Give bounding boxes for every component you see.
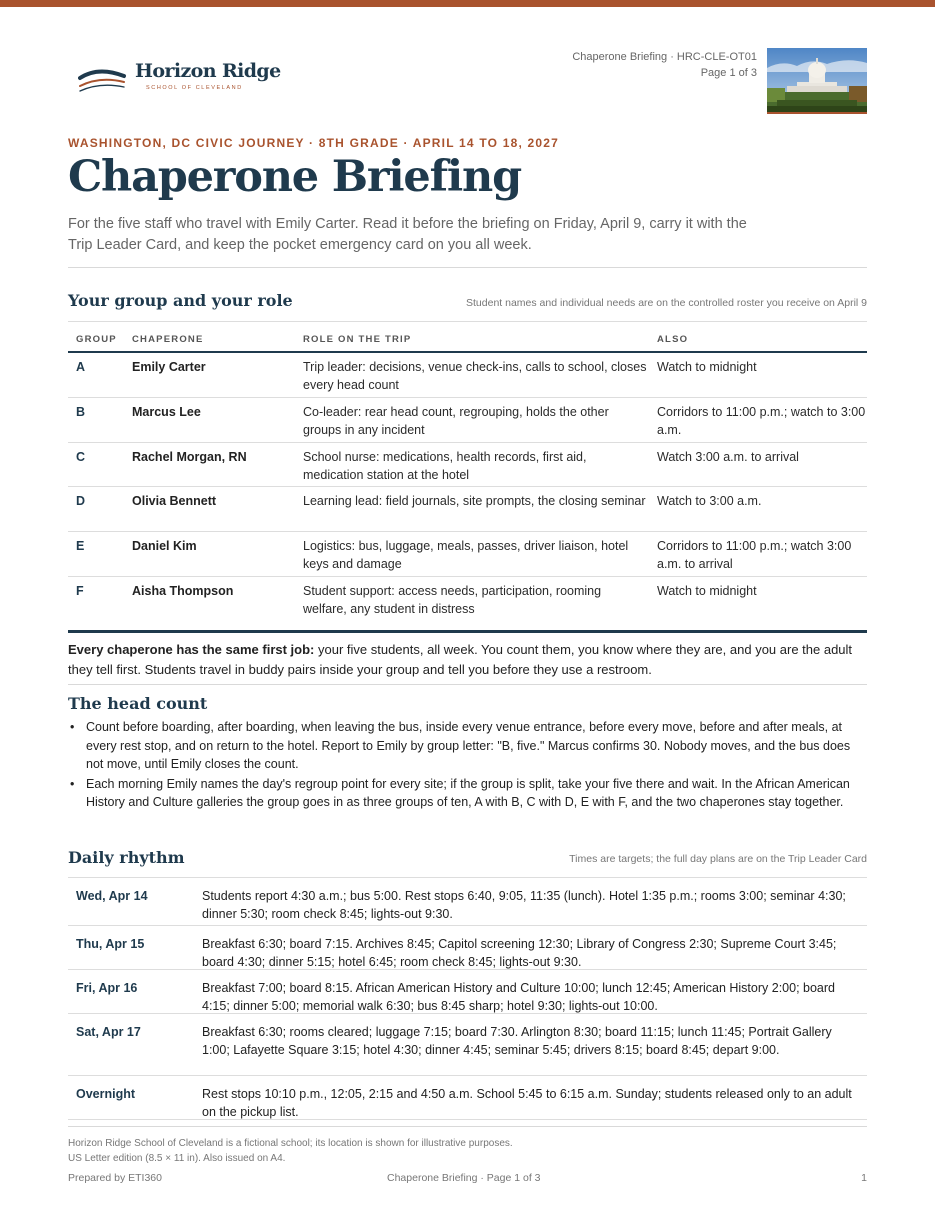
group-letter: C — [76, 449, 86, 464]
page-ref: Page 1 of 3 — [700, 67, 757, 79]
group-letter: F — [76, 583, 84, 598]
day-label: Overnight — [76, 1087, 136, 1101]
bullet-icon: • — [70, 776, 75, 791]
column-header-role: ROLE ON THE TRIP — [303, 334, 412, 345]
list-item-text: Count before boarding, after boarding, when leaving the bus, inside every venue entrance, before every move, before and after meals, at every rest stop, and on return to the hotel. Report to Emily by group letter: "B, five." Marcus confirms 30. Nobody moves, and the bus does not move, until Emily closes the count. — [86, 720, 851, 771]
table-row — [68, 577, 867, 622]
role-description: Trip leader: decisions, venue check-ins, calls to school, closes every head count — [303, 360, 647, 392]
table-row — [68, 878, 867, 926]
chaperone-name: Daniel Kim — [132, 539, 197, 554]
rhythm-note: Times are targets; the full day plans are on the Trip Leader Card — [569, 853, 867, 865]
day-label: Fri, Apr 16 — [76, 981, 138, 995]
first-job-paragraph — [68, 640, 867, 679]
also-duty: Watch to midnight — [657, 583, 757, 598]
logo-name: Horizon Ridge — [135, 60, 281, 82]
also-duty: Watch to 3:00 a.m. — [657, 494, 762, 509]
divider — [68, 684, 867, 685]
day-schedule: Rest stops 10:10 p.m., 12:05, 2:15 and 4:50 a.m. School 5:45 to 6:15 a.m. Sunday; students released only to an adult on the pickup list. — [202, 1087, 852, 1119]
list-item — [68, 718, 867, 774]
logo-swoosh-icon — [78, 68, 128, 92]
chaperone-name: Emily Carter — [132, 360, 206, 374]
first-job-text: your five students, all week. You count them, you know where they are, and you are the adult they tell first. Students travel in buddy pairs inside your group and tell you before they use a restroom. — [68, 642, 853, 677]
role-description: School nurse: medications, health records, first aid, medication station at the hotel — [303, 449, 587, 482]
page-header — [68, 46, 867, 116]
also-duty: Watch 3:00 a.m. to arrival — [657, 449, 799, 464]
day-label: Wed, Apr 14 — [76, 889, 148, 903]
table-bottom-rule — [68, 630, 867, 633]
group-letter: E — [76, 539, 85, 554]
rhythm-title: Daily rhythm — [68, 848, 185, 867]
prepared-by: Prepared by ETI360 — [68, 1172, 162, 1184]
list-item-text: Each morning Emily names the day's regroup point for every site; if the group is split, take your five there and wait. In the African American History and Culture galleries the group goes in as three groups of ten, A with B, C with D, E with F, and the two chaperones stay together. — [86, 776, 850, 809]
document-reference — [572, 49, 757, 81]
footer-center: Chaperone Briefing · Page 1 of 3 — [387, 1172, 541, 1184]
chaperone-name: Olivia Bennett — [132, 494, 217, 509]
head-count-list — [68, 718, 867, 813]
group-letter: A — [76, 360, 86, 374]
role-description: Co-leader: rear head count, regrouping, holds the other groups in any incident — [303, 404, 609, 437]
table-row — [68, 1076, 867, 1120]
chaperone-name: Marcus Lee — [132, 404, 201, 419]
table-row — [68, 970, 867, 1014]
bullet-icon: • — [70, 720, 75, 734]
head-count-title: The head count — [68, 694, 208, 713]
logo-subtitle: SCHOOL OF CLEVELAND — [146, 85, 243, 91]
table-row — [68, 398, 867, 443]
table-row — [68, 926, 867, 970]
top-accent-bar — [0, 0, 935, 7]
table-row — [68, 443, 867, 488]
intro-paragraph: For the five staff who travel with Emily Carter. Read it before the briefing on Friday, April 9, carry it with the Trip Leader Card, and keep the pocket emergency card on you all week. — [68, 216, 747, 253]
column-header-group: GROUP — [76, 334, 117, 345]
table-row — [68, 353, 867, 398]
column-header-also: ALSO — [657, 334, 689, 345]
divider — [68, 1126, 867, 1127]
day-label: Thu, Apr 15 — [76, 937, 145, 951]
capitol-photo — [767, 48, 867, 114]
divider — [68, 267, 867, 268]
daily-rhythm-table — [68, 877, 867, 1120]
chaperone-name: Aisha Thompson — [132, 583, 234, 598]
also-duty: Corridors to 11:00 p.m.; watch 3:00 a.m. to arrival — [657, 539, 852, 572]
page-title: Chaperone Briefing — [68, 152, 521, 202]
group-section-title: Your group and your role — [68, 291, 293, 310]
column-header-chaperone: CHAPERONE — [132, 334, 204, 345]
also-duty: Watch to midnight — [657, 360, 757, 374]
role-description: Student support: access needs, participation, rooming welfare, any student in distress — [303, 583, 602, 616]
role-description: Logistics: bus, luggage, meals, passes, driver liaison, hotel keys and damage — [303, 539, 629, 572]
also-duty: Corridors to 11:00 p.m.; watch to 3:00 a.m. — [657, 404, 866, 437]
day-schedule: Breakfast 6:30; board 7:15. Archives 8:45; Capitol screening 12:30; Library of Congress 2:30; Supreme Court 3:45; board 4:30; dinner 5:15; hotel 6:45; room check 8:45; lights-out 9:30. — [202, 937, 837, 969]
table-row — [68, 487, 867, 532]
table-row — [68, 532, 867, 577]
day-schedule: Breakfast 6:30; rooms cleared; luggage 7:15; board 7:30. Arlington 8:30; board 11:15; lunch 11:45; Portrait Gallery 1:00; Lafayette Square 3:15; hotel 4:30; dinner 4:45; seminar 5:45; drivers 8:15; board 8:45; depart 9:00. — [202, 1025, 832, 1057]
list-item — [68, 775, 867, 812]
edition-note: US Letter edition (8.5 × 11 in). Also issued on A4. — [68, 1153, 286, 1164]
school-logo — [78, 60, 281, 100]
fictional-note: Horizon Ridge School of Cleveland is a fictional school; its location is shown for illustrative purposes. — [68, 1138, 513, 1149]
first-job-lead: Every chaperone has the same first job: — [68, 642, 315, 657]
footer-notes — [68, 1136, 513, 1166]
role-description: Learning lead: field journals, site prompts, the closing seminar — [303, 494, 646, 509]
group-letter: B — [76, 404, 86, 419]
day-schedule: Breakfast 7:00; board 8:15. African American History and Culture 10:00; lunch 12:45; American History 2:00; board 4:15; dinner 5:00; memorial walk 6:30; bus 8:45 sharp; hotel 9:30; lights-out 10:00. — [202, 981, 835, 1013]
roles-table-header — [68, 321, 867, 353]
group-section-note: Student names and individual needs are on the controlled roster you receive on April 9 — [466, 297, 867, 309]
day-schedule: Students report 4:30 a.m.; bus 5:00. Rest stops 6:40, 9:05, 11:35 (lunch). Hotel 1:35 p.m.; rooms 3:00; seminar 4:30; dinner 5:30; room check 8:45; lights-out 9:30. — [202, 889, 846, 921]
chaperone-name: Rachel Morgan, RN — [132, 449, 247, 464]
doc-ref: Chaperone Briefing · HRC-CLE-OT01 — [572, 51, 757, 63]
trip-eyebrow: WASHINGTON, DC CIVIC JOURNEY · 8TH GRADE · APRIL 14 TO 18, 2027 — [68, 136, 560, 150]
day-label: Sat, Apr 17 — [76, 1025, 141, 1039]
page-number: 1 — [861, 1172, 867, 1184]
table-row — [68, 1014, 867, 1076]
roles-table — [68, 321, 867, 622]
group-letter: D — [76, 494, 86, 509]
